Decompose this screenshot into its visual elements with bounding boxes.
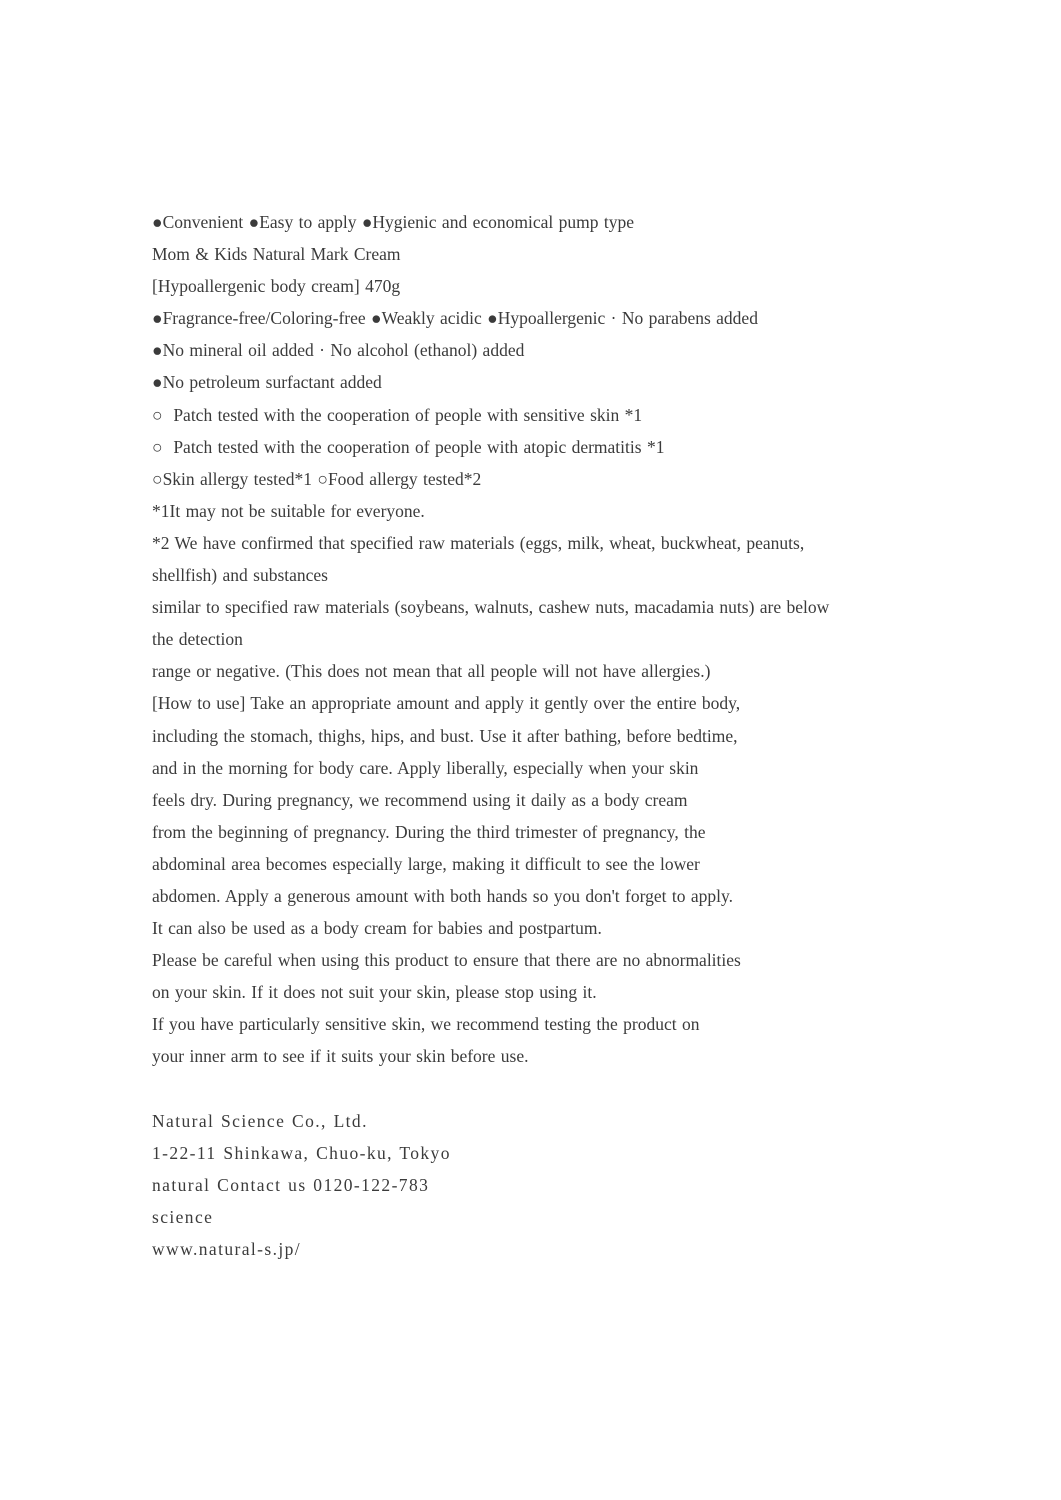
- text-line: Please be careful when using this product to ensure that there are no abnormalities: [152, 950, 741, 971]
- text-line: [152, 1073, 932, 1105]
- text-line: the detection: [152, 629, 243, 650]
- text-line: similar to specified raw materials (soybeans, walnuts, cashew nuts, macadamia nuts) are below: [152, 597, 830, 618]
- text-line: science: [152, 1206, 214, 1227]
- text-line: range or negative. (This does not mean that all people will not have allergies.): [152, 661, 711, 682]
- text-line: *1It may not be suitable for everyone.: [152, 500, 425, 521]
- text-line: abdominal area becomes especially large, making it difficult to see the lower: [152, 853, 700, 874]
- text-line: from the beginning of pregnancy. During the third trimester of pregnancy, the: [152, 821, 706, 842]
- text-line: feels dry. During pregnancy, we recommend using it daily as a body cream: [152, 789, 688, 810]
- document-body: [152, 206, 932, 1265]
- text-line: ●No mineral oil added · No alcohol (ethanol) added: [152, 340, 525, 361]
- text-line: Natural Science Co., Ltd.: [152, 1110, 368, 1131]
- text-line: your inner arm to see if it suits your skin before use.: [152, 1046, 529, 1067]
- text-line: It can also be used as a body cream for babies and postpartum.: [152, 918, 602, 939]
- text-line: abdomen. Apply a generous amount with both hands so you don't forget to apply.: [152, 885, 733, 906]
- text-line: Mom & Kids Natural Mark Cream: [152, 244, 401, 265]
- text-line: ●Fragrance-free/Coloring-free ●Weakly acidic ●Hypoallergenic · No parabens added: [152, 308, 758, 329]
- text-line: shellfish) and substances: [152, 565, 328, 586]
- text-line: ●No petroleum surfactant added: [152, 372, 382, 393]
- text-line: [Hypoallergenic body cream] 470g: [152, 276, 401, 297]
- text-line: including the stomach, thighs, hips, and bust. Use it after bathing, before bedtime,: [152, 725, 738, 746]
- text-line: *2 We have confirmed that specified raw materials (eggs, milk, wheat, buckwheat, peanuts,: [152, 532, 805, 553]
- text-line: [How to use] Take an appropriate amount and apply it gently over the entire body,: [152, 693, 741, 714]
- text-line: and in the morning for body care. Apply liberally, especially when your skin: [152, 757, 699, 778]
- text-line: If you have particularly sensitive skin, we recommend testing the product on: [152, 1014, 700, 1035]
- text-line: ○ Patch tested with the cooperation of people with sensitive skin *1: [152, 404, 643, 425]
- text-line: 1-22-11 Shinkawa, Chuo-ku, Tokyo: [152, 1142, 451, 1163]
- text-line: ●Convenient ●Easy to apply ●Hygienic and economical pump type: [152, 212, 634, 232]
- text-line: on your skin. If it does not suit your skin, please stop using it.: [152, 982, 597, 1003]
- text-line: natural Contact us 0120-122-783: [152, 1174, 430, 1195]
- text-line: ○Skin allergy tested*1 ○Food allergy tested*2: [152, 468, 482, 489]
- text-line: ○ Patch tested with the cooperation of people with atopic dermatitis *1: [152, 436, 665, 457]
- text-line: www.natural-s.jp/: [152, 1239, 302, 1259]
